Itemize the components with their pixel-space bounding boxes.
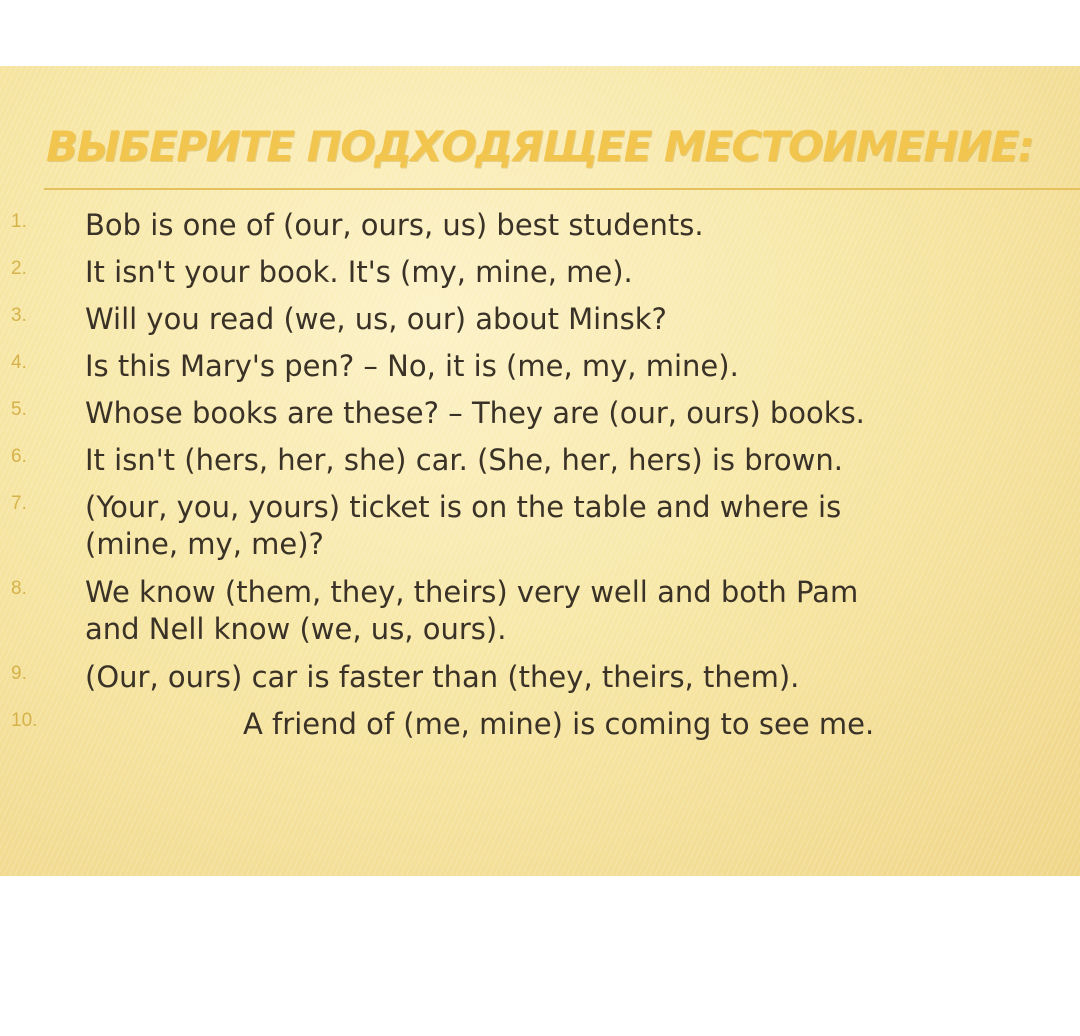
item-number: 10. xyxy=(11,710,38,731)
item-number: 1. xyxy=(11,211,27,232)
title-divider xyxy=(44,188,1080,190)
item-text: We know (them, they, theirs) very well and both Pam xyxy=(85,575,859,609)
item-number: 8. xyxy=(11,578,27,599)
item-number: 9. xyxy=(11,663,27,684)
slide-title: ВЫБЕРИТЕ ПОДХОДЯЩЕЕ МЕСТОИМЕНИЕ: xyxy=(46,122,1033,171)
item-text-continuation: (mine, my, me)? xyxy=(85,527,324,561)
item-text: (Your, you, yours) ticket is on the table and where is xyxy=(85,490,842,524)
item-text: (Our, ours) car is faster than (they, theirs, them). xyxy=(85,660,800,694)
item-number: 6. xyxy=(11,446,27,467)
item-text: It isn't (hers, her, she) car. (She, her, hers) is brown. xyxy=(85,443,843,477)
item-number: 2. xyxy=(11,258,27,279)
item-text-continuation: and Nell know (we, us, ours). xyxy=(85,612,507,646)
item-text: It isn't your book. It's (my, mine, me). xyxy=(85,255,633,289)
slide xyxy=(0,66,1080,876)
item-number: 4. xyxy=(11,352,27,373)
item-text: Is this Mary's pen? – No, it is (me, my, mine). xyxy=(85,349,739,383)
item-number: 3. xyxy=(11,305,27,326)
item-text: Will you read (we, us, our) about Minsk? xyxy=(85,302,667,336)
item-number: 5. xyxy=(11,399,27,420)
item-text: Whose books are these? – They are (our, ours) books. xyxy=(85,396,865,430)
item-text: A friend of (me, mine) is coming to see me. xyxy=(243,707,875,741)
item-text: Bob is one of (our, ours, us) best students. xyxy=(85,208,704,242)
item-number: 7. xyxy=(11,493,27,514)
